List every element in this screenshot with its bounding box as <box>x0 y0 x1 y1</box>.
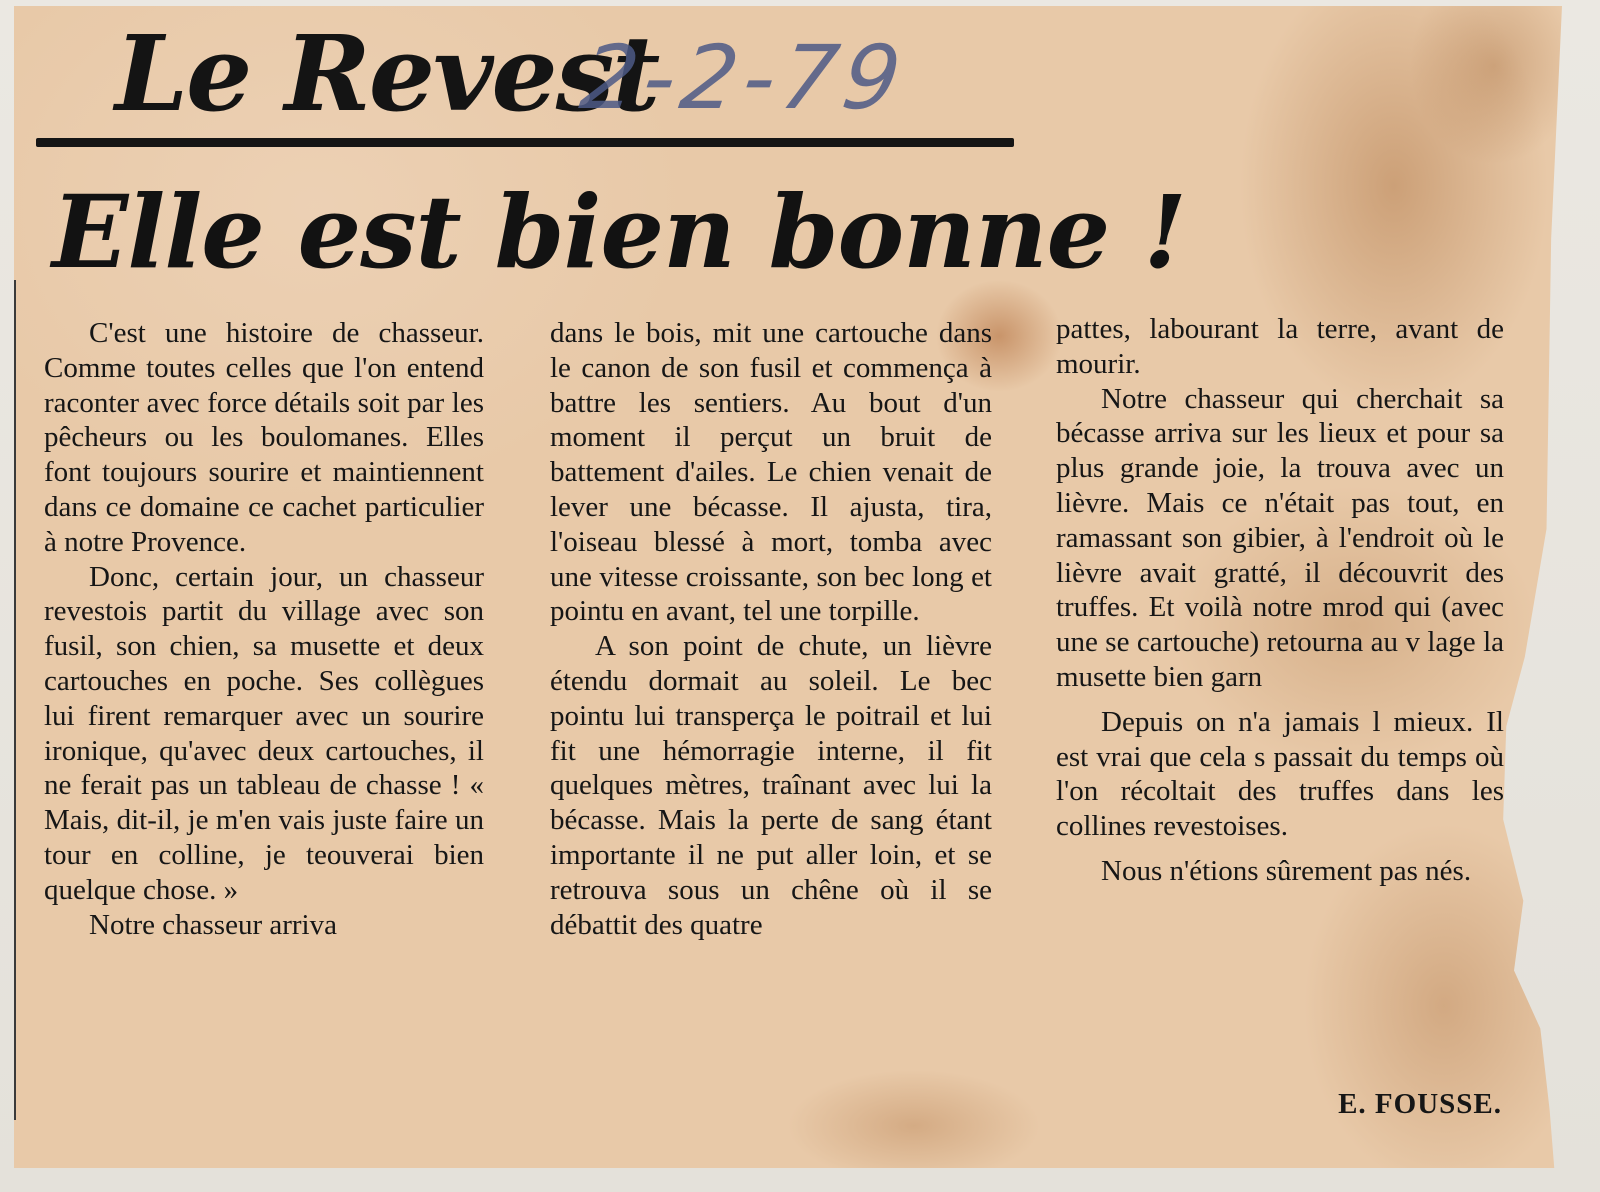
section-title: Le Revest <box>115 12 659 135</box>
paragraph: dans le bois, mit une cartouche dans le canon de son fusil et commença à battre les sentiers. Au bout d'un moment il perçut un bruit de battement d'ailes. Le chien venait de lever une bécasse. Il ajusta, tira, l'oiseau blessé à mort, tomba avec une vitesse croissante, son bec long et pointu en avant, tel une torpille. <box>550 317 992 628</box>
paragraph: A son point de chute, un lièvre étendu dormait au soleil. Le bec pointu lui transperça le poitrail et lui fit une hémorragie interne, il fit quelques mètres, traînant avec lui la bécasse. Mais la perte de sang étant importante il ne put aller loin, et se retrouva sous un chêne où il se débattit des quatre <box>550 630 992 941</box>
paragraph: Notre chasseur qui cherchait sa bécasse arriva sur les lieux et pour sa plus grande joie, la trouva avec un lièvre. Mais ce n'était pas tout, en ramassant son gibier, à l'endroit où le lièvre avait gratté, il découvrit des truffes. Et voilà notre mrod qui (avec une se cartouche) retourna au v lage la musette bien garn <box>1056 382 1504 693</box>
author-signature: E. FOUSSE. <box>1338 1088 1502 1120</box>
handwritten-date: 2-2-79 <box>574 26 913 129</box>
article-column-1 <box>44 316 484 942</box>
paragraph: Nous n'étions sûrement pas nés. <box>1101 854 1472 887</box>
article-column-2 <box>550 316 992 942</box>
article-column-3 <box>1056 312 1504 889</box>
paragraph: Donc, certain jour, un chasseur revestois partit du village avec son fusil, son chien, sa musette et deux cartouches en poche. Ses collègues lui firent remarquer avec un sourire ironique, qu'avec deux cartouches, il ne ferait pas un tableau de chasse ! « Mais, dit-il, je m'en vais juste faire un tour en colline, je teouverai bien quelque chose. » <box>44 560 484 906</box>
paragraph: C'est une histoire de chasseur. Comme toutes celles que l'on entend raconter avec force détails soit par les pêcheurs ou les boulomanes. Elles font toujours sourire et maintiennent dans ce domaine ce cachet particulier à notre Provence. <box>44 317 484 558</box>
article-headline: Elle est bien bonne ! <box>52 173 1186 291</box>
header-rule <box>36 138 1014 147</box>
clipping-edge-shadow <box>14 280 16 1120</box>
paragraph: pattes, labourant la terre, avant de mourir. <box>1056 313 1504 380</box>
paragraph: Notre chasseur arriva <box>89 908 337 941</box>
paragraph: Depuis on n'a jamais l mieux. Il est vrai que cela s passait du temps où l'on récoltait des truffes dans les collines revestoises. <box>1056 705 1504 843</box>
